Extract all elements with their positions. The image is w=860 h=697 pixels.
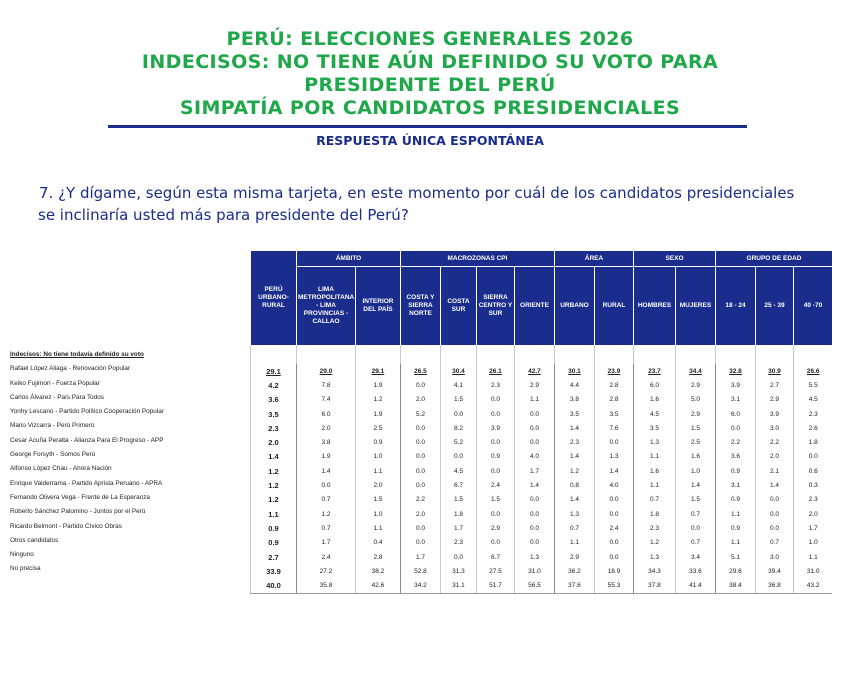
table-cell: 33.6 bbox=[675, 564, 715, 578]
table-row bbox=[251, 536, 833, 550]
table-cell: 2.3 bbox=[251, 421, 297, 435]
table-cell: 1.4 bbox=[554, 421, 594, 435]
table-cell: 31.0 bbox=[793, 564, 832, 578]
table-cell: 0.0 bbox=[755, 493, 793, 507]
table-cell: 1.0 bbox=[355, 450, 400, 464]
table-cell: 0.0 bbox=[514, 435, 554, 449]
table-cell: 1.1 bbox=[514, 393, 554, 407]
table-cell: 1.2 bbox=[554, 464, 594, 478]
table-cell: 2.4 bbox=[476, 478, 514, 492]
table-cell: 1.1 bbox=[355, 464, 400, 478]
table-cell: 30.4 bbox=[440, 364, 476, 378]
table-cell: 3.5 bbox=[594, 407, 633, 421]
table-cell: 1.1 bbox=[633, 450, 675, 464]
table-cell: 3.8 bbox=[554, 393, 594, 407]
table-cell: 1.4 bbox=[594, 464, 633, 478]
table-cell: 26.6 bbox=[793, 364, 832, 378]
table-cell: 1.1 bbox=[633, 478, 675, 492]
table-cell: 2.8 bbox=[594, 393, 633, 407]
table-row bbox=[251, 521, 833, 535]
table-cell: 2.5 bbox=[675, 435, 715, 449]
table-cell: 0.0 bbox=[793, 450, 832, 464]
col-40-70: 40 -70 bbox=[793, 267, 832, 346]
table-cell: 29.1 bbox=[251, 364, 297, 378]
table-cell: 0.0 bbox=[400, 521, 440, 535]
title-line-2: INDECISOS: NO TIENE AÚN DEFINIDO SU VOTO PARA bbox=[141, 51, 719, 73]
table-cell: 37.6 bbox=[554, 578, 594, 593]
table-cell: 7.6 bbox=[594, 421, 633, 435]
table-cell: 51.7 bbox=[476, 578, 514, 593]
table-cell: 1.5 bbox=[675, 493, 715, 507]
table-cell: 0.9 bbox=[715, 521, 755, 535]
table-cell: 6.0 bbox=[633, 378, 675, 392]
table-cell: 1.1 bbox=[715, 536, 755, 550]
table-row bbox=[251, 478, 833, 492]
table-cell: 3.5 bbox=[554, 407, 594, 421]
table-cell: 2.3 bbox=[633, 521, 675, 535]
group-macrozonas: MACROZONAS CPI bbox=[400, 251, 554, 267]
table-cell: 1.7 bbox=[440, 521, 476, 535]
table-row bbox=[251, 550, 833, 564]
group-ambito: ÁMBITO bbox=[297, 251, 401, 267]
table-cell: 1.4 bbox=[675, 478, 715, 492]
title-line-4: SIMPATÍA POR CANDIDATOS PRESIDENCIALES bbox=[179, 97, 681, 119]
table-cell: 29.1 bbox=[355, 364, 400, 378]
table-cell: 0.0 bbox=[400, 450, 440, 464]
table-cell: 5.0 bbox=[675, 393, 715, 407]
table-cell: 1.4 bbox=[554, 450, 594, 464]
table-cell: 1.2 bbox=[251, 478, 297, 492]
title-line-1: PERÚ: ELECCIONES GENERALES 2026 bbox=[226, 28, 634, 50]
row-label: Cesar Acuña Peralta - Alianza Para El Progreso - APP bbox=[10, 436, 164, 444]
table-cell: 1.4 bbox=[297, 464, 356, 478]
row-label: Keiko Fujimori - Fuerza Popular bbox=[10, 379, 100, 387]
table-cell: 8.2 bbox=[440, 421, 476, 435]
row-label: Roberto Sánchez Palomino - Juntos por el Perú bbox=[10, 508, 146, 516]
table-cell: 0.0 bbox=[400, 421, 440, 435]
table-cell: 2.9 bbox=[675, 407, 715, 421]
table-cell: 4.0 bbox=[594, 478, 633, 492]
col-18-24: 18 - 24 bbox=[715, 267, 755, 346]
table-cell: 1.9 bbox=[355, 407, 400, 421]
col-hombres: HOMBRES bbox=[633, 267, 675, 346]
table-cell: 31.0 bbox=[514, 564, 554, 578]
table-cell: 43.2 bbox=[793, 578, 832, 593]
table-cell: 2.3 bbox=[793, 493, 832, 507]
table-cell: 0.0 bbox=[400, 378, 440, 392]
row-labels bbox=[10, 348, 250, 577]
table-cell: 37.8 bbox=[633, 578, 675, 593]
table-cell: 2.9 bbox=[755, 393, 793, 407]
table-cell: 5.2 bbox=[400, 407, 440, 421]
table-cell: 34.2 bbox=[400, 578, 440, 593]
table-cell: 2.9 bbox=[675, 378, 715, 392]
table-cell: 0.0 bbox=[594, 536, 633, 550]
row-label: Mario Vizcarra - Perú Primero bbox=[10, 422, 95, 430]
table-cell: 34.4 bbox=[675, 364, 715, 378]
row-label: Ricardo Belmont - Partido Cívico Obras bbox=[10, 522, 122, 530]
table-cell: 40.0 bbox=[251, 578, 297, 593]
table-cell: 0.9 bbox=[251, 536, 297, 550]
row-label: Carlos Álvarez - País Para Todos bbox=[10, 393, 105, 401]
col-costa-sur: COSTA SUR bbox=[440, 267, 476, 346]
table-row bbox=[251, 564, 833, 578]
table-cell: 1.8 bbox=[793, 435, 832, 449]
table-cell: 1.5 bbox=[476, 493, 514, 507]
table-cell: 1.4 bbox=[554, 493, 594, 507]
table-cell: 35.8 bbox=[297, 578, 356, 593]
table-cell: 0.0 bbox=[476, 435, 514, 449]
table-cell: 2.7 bbox=[755, 378, 793, 392]
table-cell: 27.5 bbox=[476, 564, 514, 578]
table-cell: 2.9 bbox=[554, 550, 594, 564]
table-cell: 29.6 bbox=[715, 564, 755, 578]
table-cell: 3.5 bbox=[633, 421, 675, 435]
table-cell: 38.4 bbox=[715, 578, 755, 593]
table-cell: 0.0 bbox=[476, 407, 514, 421]
table-cell: 1.2 bbox=[251, 493, 297, 507]
row-label: Fernando Olivera Vega - Frente de La Esperanza bbox=[10, 493, 150, 501]
table-cell: 7.8 bbox=[297, 378, 356, 392]
table-cell: 3.5 bbox=[251, 407, 297, 421]
table-cell: 0.0 bbox=[755, 521, 793, 535]
table-cell: 2.7 bbox=[251, 550, 297, 564]
table-cell: 1.5 bbox=[675, 421, 715, 435]
table-cell: 4.4 bbox=[554, 378, 594, 392]
results-table bbox=[250, 250, 833, 594]
table-cell: 2.4 bbox=[594, 521, 633, 535]
table-cell: 33.9 bbox=[251, 564, 297, 578]
row-label: Alfonso López Chau - Ahora Nación bbox=[10, 465, 112, 473]
table-cell: 34.3 bbox=[633, 564, 675, 578]
table-cell: 0.7 bbox=[297, 493, 356, 507]
table-cell: 1.0 bbox=[793, 536, 832, 550]
table-cell: 2.0 bbox=[755, 450, 793, 464]
table-cell: 0.4 bbox=[355, 536, 400, 550]
table-cell: 38.2 bbox=[355, 564, 400, 578]
table-cell: 2.0 bbox=[251, 435, 297, 449]
table-cell: 1.1 bbox=[251, 507, 297, 521]
table-cell: 26.1 bbox=[476, 364, 514, 378]
table-cell: 1.4 bbox=[514, 478, 554, 492]
table-cell: 30.1 bbox=[554, 364, 594, 378]
table-cell: 29.0 bbox=[297, 364, 356, 378]
table-cell: 0.7 bbox=[675, 507, 715, 521]
table-cell: 56.5 bbox=[514, 578, 554, 593]
table-cell: 55.3 bbox=[594, 578, 633, 593]
row-label: No precisa bbox=[10, 565, 41, 573]
table-cell: 30.9 bbox=[755, 364, 793, 378]
table-cell: 0.0 bbox=[440, 450, 476, 464]
table-cell: 41.4 bbox=[675, 578, 715, 593]
table-cell: 0.0 bbox=[400, 478, 440, 492]
table-cell: 0.0 bbox=[400, 536, 440, 550]
row-label: Ninguno bbox=[10, 551, 34, 559]
table-cell: 2.3 bbox=[793, 407, 832, 421]
table-cell: 52.8 bbox=[400, 564, 440, 578]
table-cell: 26.5 bbox=[400, 364, 440, 378]
col-costa-sierra-norte: COSTA Y SIERRA NORTE bbox=[400, 267, 440, 346]
table-row bbox=[251, 493, 833, 507]
table-cell: 1.6 bbox=[633, 393, 675, 407]
col-rural: RURAL bbox=[594, 267, 633, 346]
table-cell: 1.6 bbox=[675, 450, 715, 464]
table-cell: 3.6 bbox=[251, 393, 297, 407]
table-cell: 23.7 bbox=[633, 364, 675, 378]
table-cell: 3.0 bbox=[755, 550, 793, 564]
table-cell: 0.0 bbox=[440, 407, 476, 421]
table-cell: 0.0 bbox=[297, 478, 356, 492]
table-cell: 1.5 bbox=[440, 393, 476, 407]
table-cell: 2.6 bbox=[793, 421, 832, 435]
table-cell: 0.7 bbox=[554, 521, 594, 535]
table-cell: 1.3 bbox=[594, 450, 633, 464]
table-cell: 2.2 bbox=[715, 435, 755, 449]
table-cell: 6.7 bbox=[440, 478, 476, 492]
table-cell: 3.8 bbox=[297, 435, 356, 449]
question-line-2: se inclinaría usted más para presidente del Perú? bbox=[38, 206, 409, 224]
table-cell: 1.2 bbox=[251, 464, 297, 478]
report-subtitle: RESPUESTA ÚNICA ESPONTÁNEA bbox=[316, 133, 544, 148]
col-25-39: 25 - 39 bbox=[755, 267, 793, 346]
table-cell: 0.0 bbox=[755, 507, 793, 521]
table-cell: 2.0 bbox=[793, 507, 832, 521]
table-cell: 1.7 bbox=[514, 464, 554, 478]
table-cell: 0.7 bbox=[633, 493, 675, 507]
table-row bbox=[251, 450, 833, 464]
table-cell: 2.2 bbox=[755, 435, 793, 449]
table-cell: 1.9 bbox=[297, 450, 356, 464]
table-cell: 0.6 bbox=[793, 464, 832, 478]
table-cell: 1.2 bbox=[355, 393, 400, 407]
table-cell: 0.3 bbox=[793, 478, 832, 492]
table-cell: 0.9 bbox=[715, 464, 755, 478]
table-cell: 7.4 bbox=[297, 393, 356, 407]
table-cell: 0.0 bbox=[440, 550, 476, 564]
table-cell: 3.1 bbox=[715, 478, 755, 492]
table-cell: 1.7 bbox=[400, 550, 440, 564]
question-line-1: 7. ¿Y dígame, según esta misma tarjeta, en este momento por cuál de los candidatos presidenciales bbox=[39, 184, 795, 202]
table-cell: 1.5 bbox=[355, 493, 400, 507]
title-divider bbox=[108, 125, 747, 128]
row-label: Rafael López Aliaga - Renovación Popular bbox=[10, 365, 131, 373]
table-cell: 42.7 bbox=[514, 364, 554, 378]
table-cell: 6.0 bbox=[297, 407, 356, 421]
group-sexo: SEXO bbox=[633, 251, 715, 267]
table-cell: 2.3 bbox=[476, 378, 514, 392]
table-cell: 36.8 bbox=[755, 578, 793, 593]
table-cell: 3.0 bbox=[755, 421, 793, 435]
table-cell: 2.0 bbox=[400, 393, 440, 407]
row-label: George Forsyth - Somos Perú bbox=[10, 451, 96, 459]
table-cell: 1.7 bbox=[793, 521, 832, 535]
table-cell: 0.0 bbox=[400, 435, 440, 449]
col-lima: LIMA METROPOLITANA - LIMA PROVINCIAS - CALLAO bbox=[297, 267, 356, 346]
table-cell: 0.7 bbox=[675, 536, 715, 550]
table-cell: 2.9 bbox=[514, 378, 554, 392]
table-cell: 0.7 bbox=[297, 521, 356, 535]
survey-question bbox=[37, 182, 852, 226]
table-row bbox=[251, 421, 833, 435]
table-cell: 0.0 bbox=[594, 493, 633, 507]
table-cell: 1.7 bbox=[297, 536, 356, 550]
table-cell: 1.5 bbox=[440, 493, 476, 507]
table-cell: 31.3 bbox=[440, 564, 476, 578]
table-cell: 4.5 bbox=[633, 407, 675, 421]
table-row bbox=[251, 407, 833, 421]
col-interior: INTERIOR DEL PAÍS bbox=[355, 267, 400, 346]
table-cell: 1.8 bbox=[440, 507, 476, 521]
row-label: Enrique Valderrama - Partido Aprista Peruano - APRA bbox=[10, 479, 163, 487]
table-cell: 5.2 bbox=[440, 435, 476, 449]
table-cell: 0.9 bbox=[476, 450, 514, 464]
table-cell: 1.1 bbox=[554, 536, 594, 550]
table-row bbox=[251, 507, 833, 521]
table-cell: 0.0 bbox=[594, 507, 633, 521]
col-sierra-centro-sur: SIERRA CENTRO Y SUR bbox=[476, 267, 514, 346]
table-cell: 6.7 bbox=[476, 550, 514, 564]
table-cell: 3.9 bbox=[715, 378, 755, 392]
table-cell: 4.5 bbox=[793, 393, 832, 407]
table-cell: 1.2 bbox=[633, 536, 675, 550]
col-oriente: ORIENTE bbox=[514, 267, 554, 346]
report-title bbox=[0, 28, 860, 120]
table-cell: 3.9 bbox=[476, 421, 514, 435]
group-area: ÁREA bbox=[554, 251, 633, 267]
table-cell: 1.3 bbox=[633, 550, 675, 564]
table-cell: 1.8 bbox=[633, 507, 675, 521]
table-cell: 0.0 bbox=[400, 464, 440, 478]
table-cell: 0.9 bbox=[715, 493, 755, 507]
table-cell: 2.1 bbox=[755, 464, 793, 478]
table-cell: 4.5 bbox=[440, 464, 476, 478]
table-cell: 0.0 bbox=[514, 536, 554, 550]
table-cell: 1.1 bbox=[793, 550, 832, 564]
table-cell: 39.4 bbox=[755, 564, 793, 578]
table-cell: 3.9 bbox=[755, 407, 793, 421]
table-cell: 2.4 bbox=[297, 550, 356, 564]
table-cell: 0.0 bbox=[675, 521, 715, 535]
table-cell: 0.9 bbox=[251, 521, 297, 535]
table-cell: 2.0 bbox=[400, 507, 440, 521]
title-line-3: PRESIDENTE DEL PERÚ bbox=[304, 74, 556, 96]
table-cell: 0.0 bbox=[514, 521, 554, 535]
row-label: Otros candidatos bbox=[10, 536, 59, 544]
table-cell: 2.3 bbox=[440, 536, 476, 550]
table-cell: 0.0 bbox=[476, 393, 514, 407]
table-cell: 1.0 bbox=[675, 464, 715, 478]
table-cell: 3.4 bbox=[675, 550, 715, 564]
table-cell: 2.8 bbox=[594, 378, 633, 392]
table-cell: 5.1 bbox=[715, 550, 755, 564]
table-row bbox=[251, 578, 833, 593]
table-row bbox=[251, 393, 833, 407]
table-cell: 2.3 bbox=[554, 435, 594, 449]
table-row bbox=[251, 378, 833, 392]
col-urbano: URBANO bbox=[554, 267, 594, 346]
table-cell: 0.0 bbox=[476, 464, 514, 478]
table-cell: 3.6 bbox=[715, 450, 755, 464]
table-cell: 0.0 bbox=[514, 507, 554, 521]
table-cell: 0.0 bbox=[514, 421, 554, 435]
table-cell: 5.5 bbox=[793, 378, 832, 392]
table-cell: 6.0 bbox=[715, 407, 755, 421]
table-cell: 0.0 bbox=[715, 421, 755, 435]
table-cell: 1.3 bbox=[554, 507, 594, 521]
table-cell: 0.9 bbox=[355, 435, 400, 449]
table-cell: 36.2 bbox=[554, 564, 594, 578]
table-cell: 0.0 bbox=[476, 507, 514, 521]
table-row bbox=[251, 435, 833, 449]
table-cell: 0.0 bbox=[594, 435, 633, 449]
group-edad: GRUPO DE EDAD bbox=[715, 251, 832, 267]
table-cell: 27.2 bbox=[297, 564, 356, 578]
table-cell: 1.9 bbox=[355, 378, 400, 392]
table-cell: 18.9 bbox=[594, 564, 633, 578]
table-cell: 4.0 bbox=[514, 450, 554, 464]
table-cell: 1.3 bbox=[514, 550, 554, 564]
col-mujeres: MUJERES bbox=[675, 267, 715, 346]
table-cell: 1.1 bbox=[715, 507, 755, 521]
table-cell: 1.4 bbox=[251, 450, 297, 464]
table-cell: 32.8 bbox=[715, 364, 755, 378]
table-cell: 1.3 bbox=[633, 435, 675, 449]
table-cell: 1.1 bbox=[355, 521, 400, 535]
row-label: Indecisos: No tiene todavía definido su voto bbox=[10, 351, 144, 358]
table-cell: 42.6 bbox=[355, 578, 400, 593]
table-cell: 0.7 bbox=[755, 536, 793, 550]
table-row bbox=[251, 464, 833, 478]
table-cell: 2.2 bbox=[400, 493, 440, 507]
row-label: Yonhy Lescano - Partido Político Cooperación Popular bbox=[10, 408, 164, 416]
table-cell: 1.2 bbox=[297, 507, 356, 521]
table-cell: 23.9 bbox=[594, 364, 633, 378]
table-cell: 2.0 bbox=[297, 421, 356, 435]
table-cell: 1.6 bbox=[633, 464, 675, 478]
table-cell: 2.0 bbox=[355, 478, 400, 492]
table-cell: 0.8 bbox=[554, 478, 594, 492]
col-peru: PERÚ URBANO-RURAL bbox=[251, 251, 297, 346]
table-cell: 0.0 bbox=[594, 550, 633, 564]
table-cell: 2.8 bbox=[355, 550, 400, 564]
table-cell: 0.0 bbox=[514, 407, 554, 421]
table-cell: 3.1 bbox=[715, 393, 755, 407]
table-cell: 2.5 bbox=[355, 421, 400, 435]
table-cell: 31.1 bbox=[440, 578, 476, 593]
table-cell: 1.0 bbox=[355, 507, 400, 521]
table-cell: 4.2 bbox=[251, 378, 297, 392]
table-cell: 0.0 bbox=[514, 493, 554, 507]
table-cell: 2.9 bbox=[476, 521, 514, 535]
table-cell: 1.4 bbox=[755, 478, 793, 492]
table-row bbox=[251, 364, 833, 378]
table-cell: 4.1 bbox=[440, 378, 476, 392]
table-cell: 0.0 bbox=[476, 536, 514, 550]
